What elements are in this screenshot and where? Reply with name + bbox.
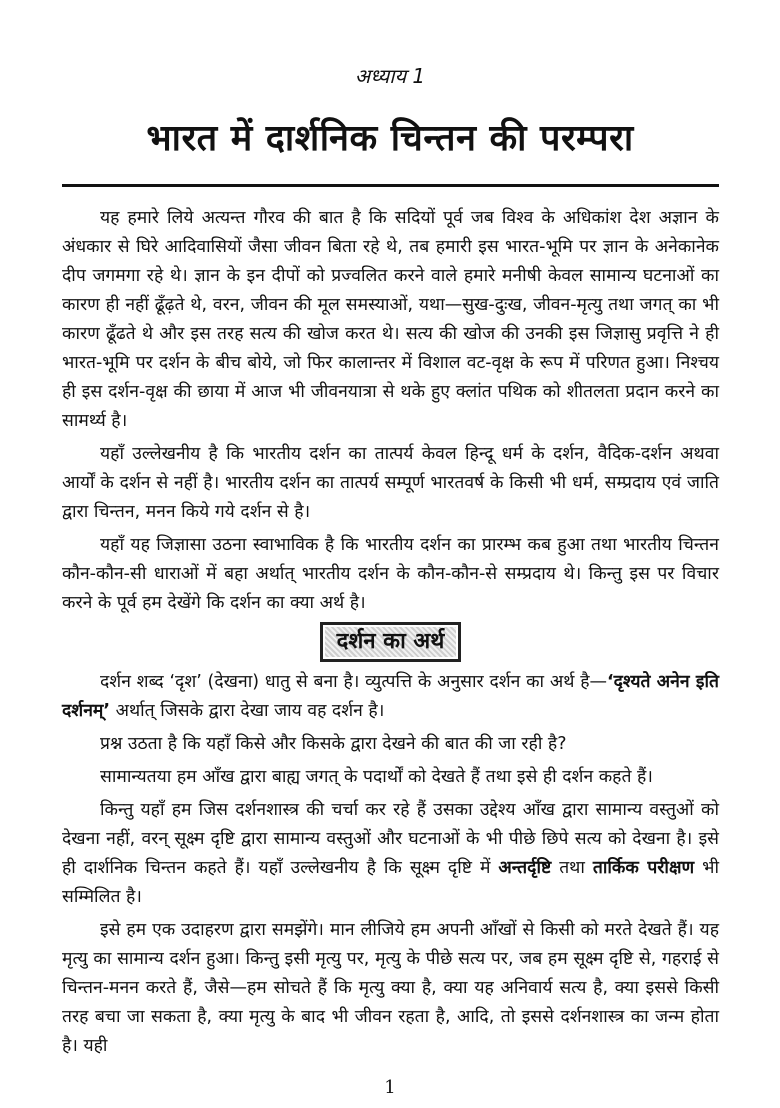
term-insight: अन्तर्दृष्टि [498,858,552,878]
paragraph-5: प्रश्न उठता है कि यहाँ किसे और किसके द्वारा देखने की बात की जा रही है? [100,734,567,754]
paragraph-4 [62,668,719,726]
paragraph-7-text-a: किन्तु यहाँ हम जिस दर्शनशास्त्र की चर्चा कर रहे हैं उसका उद्देश्य आँख द्वारा सामान्य वस्तुओं को देखना नहीं, वरन् सूक्ष्म दृष्टि द्वारा सामान्य वस्तुओं और घटनाओं के भी पीछे छिपे सत्य को देखना है। इसे ही दार्शनिक चिन्तन कहते हैं। यहाँ उल्लेखनीय है कि सूक्ष्म दृष्टि में [62,800,719,878]
chapter-label: अध्याय 1 [354,64,426,88]
term-logical-examination: तार्किक परीक्षण [592,858,695,878]
paragraph-7-text-mid: तथा [551,858,593,878]
chapter-body [62,204,719,1065]
sanskrit-definition: ‘दृश्यते अनेन इति दर्शनम्’ [62,672,719,721]
paragraph-2: यहाँ उल्लेखनीय है कि भारतीय दर्शन का तात्पर्य केवल हिन्दू धर्म के दर्शन, वैदिक-दर्शन अथवा आर्यों के दर्शन से नहीं है। भारतीय दर्शन का तात्पर्य सम्पूर्ण भारतवर्ष के किसी भी धर्म, सम्प्रदाय एवं जाति द्वारा चिन्तन, मनन किये गये दर्शन से है। [62,444,719,522]
paragraph-4-text-b: अर्थात् जिसके द्वारा देखा जाय वह दर्शन है। [110,701,385,721]
paragraph-7-text-b: भी सम्मिलित है। [62,858,720,907]
title-divider [62,184,719,187]
paragraph-1: यह हमारे लिये अत्यन्त गौरव की बात है कि सदियों पूर्व जब विश्व के अधिकांश देश अज्ञान के अंधकार से घिरे आदिवासियों जैसा जीवन बिता रहे थे, तब हमारी इस भारत-भूमि पर ज्ञान के अनेकानेक दीप जगमगा रहे थे। ज्ञान के इन दीपों को प्रज्वलित करने वाले हमारे मनीषी केवल सामान्य घटनाओं का कारण ही नहीं ढूँढ़ते थे, वरन, जीवन की मूल समस्याओं, यथा—सुख-दुःख, जीवन-मृत्यु तथा जगत् का भी कारण ढूँढते थे और इस तरह सत्य की खोज करत थे। सत्य की खोज की उनकी इस जिज्ञासु प्रवृत्ति ने ही भारत-भूमि पर दर्शन के बीच बोये, जो फिर कालान्तर में विशाल वट-वृक्ष के रूप में परिणत हुआ। निश्चय ही इस दर्शन-वृक्ष की छाया में आज भी जीवनयात्रा से थके हुए क्लांत पथिक को शीतलता प्रदान करने का सामर्थ्य है। [62,208,719,431]
section-heading: दर्शन का अर्थ [320,622,462,662]
paragraph-4-text-a: दर्शन शब्द ‘दृश’ (देखना) धातु से बना है। व्युत्पत्ति के अनुसार दर्शन का अर्थ है— [100,672,607,692]
paragraph-6: सामान्यतया हम आँख द्वारा बाह्य जगत् के पदार्थों को देखते हैं तथा इसे ही दर्शन कहते हैं। [100,767,653,787]
page-number: 1 [384,1077,396,1098]
paragraph-8: इसे हम एक उदाहरण द्वारा समझेंगे। मान लीजिये हम अपनी आँखों से किसी को मरते देखते हैं। यह मृत्यु का सामान्य दर्शन हुआ। किन्तु इसी मृत्यु पर, मृत्यु के पीछे सत्य पर, जब हम सूक्ष्म दृष्टि से, गहराई से चिन्तन-मनन करते हैं, जैसे—हम सोचते हैं कि मृत्यु क्या है, क्या यह अनिवार्य सत्य है, क्या इससे किसी तरह बचा जा सकता है, क्या मृत्यु के बाद भी जीवन रहता है, आदि, तो इससे दर्शनशास्त्र का जन्म होता है। यही [62,920,719,1056]
paragraph-3: यहाँ यह जिज्ञासा उठना स्वाभाविक है कि भारतीय दर्शन का प्रारम्भ कब हुआ तथा भारतीय चिन्तन कौन-कौन-सी धाराओं में बहा अर्थात् भारतीय दर्शन के कौन-कौन-से सम्प्रदाय थे। किन्तु इस पर विचार करने के पूर्व हम देखेंगे कि दर्शन का क्या अर्थ है। [62,535,719,613]
chapter-title: भारत में दार्शनिक चिन्तन की परम्परा [146,118,634,159]
paragraph-7 [62,796,719,912]
section-heading-wrap [62,622,719,662]
